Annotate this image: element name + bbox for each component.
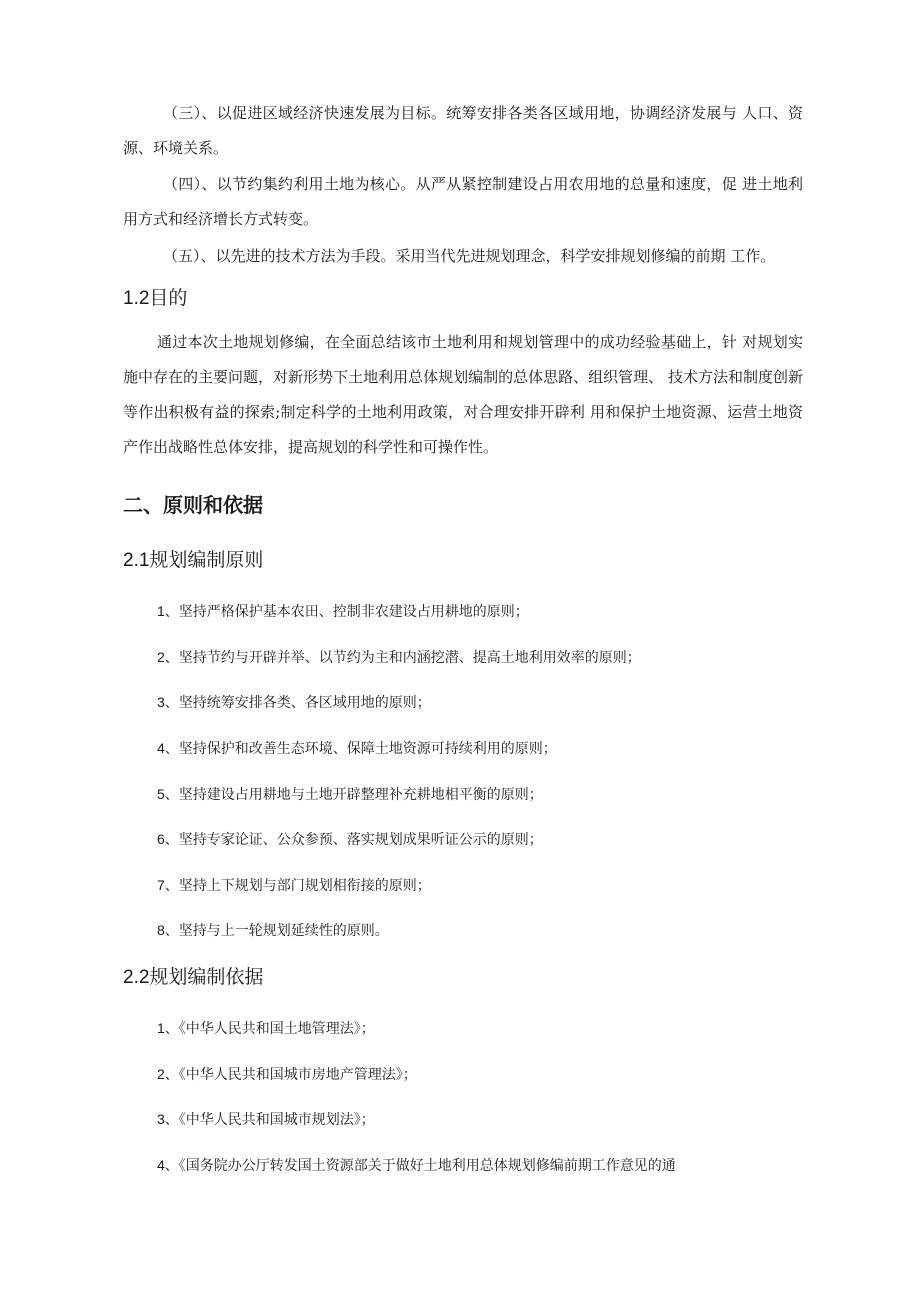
item-text: 、《中华人民共和国土地管理法》；	[164, 1021, 375, 1037]
section-heading-2-1: 2.1规划编制原则	[123, 550, 264, 571]
list-item	[157, 647, 797, 668]
section-heading-2-2: 2.2规划编制依据	[123, 967, 264, 988]
item-number: 7	[157, 877, 165, 893]
item-text: 、坚持保护和改善生态环境、保障土地资源可持续利用的原则；	[164, 741, 557, 757]
list-item	[157, 784, 797, 805]
purpose-paragraph: 通过本次土地规划修编，在全面总结该市土地利用和规划管理中的成功经验基础上，针 对规划实施中存在的主要问题，对新形势下土地利用总体规划编制的总体思路、组织管理、 技术方法和制度创新等作出积极有益的探索;制定科学的土地利用政策，对合理安排开辟利 用和保护土地资源、运营土地资产作出战略性总体安排，提高规划的科学性和可操作性。	[123, 333, 803, 456]
item-text: 、坚持节约与开辟并举、以节约为主和内涵挖潜、提高土地利用效率的原则；	[164, 650, 641, 666]
item-text: 、《中华人民共和国城市规划法》；	[164, 1112, 375, 1128]
list-item	[157, 829, 797, 850]
list-item	[157, 875, 797, 896]
list-item	[157, 692, 797, 713]
item-number: 3	[157, 1111, 165, 1127]
item-number: 1	[157, 603, 165, 619]
item-number: 4	[157, 1157, 165, 1173]
item-number: 6	[157, 831, 165, 847]
item-number: 2	[157, 1066, 165, 1082]
paragraph-five: （五）、以先进的技术方法为手段。采用当代先进规划理念，科学安排规划修编的前期 工作。	[163, 247, 776, 265]
item-number: 4	[157, 740, 165, 756]
chapter-heading-2: 二、原则和依据	[123, 493, 263, 517]
item-text: 、《国务院办公厅转发国土资源部关于做好土地利用总体规划修编前期工作意见的通	[164, 1158, 676, 1174]
item-text: 、坚持严格保护基本农田、控制非农建设占用耕地的原则；	[164, 604, 529, 620]
item-text: 、坚持上下规划与部门规划相衔接的原则；	[164, 878, 431, 894]
paragraph-three: （三）、以促进区域经济快速发展为目标。统筹安排各类各区域用地，协调经济发展与 人口、资源、环境关系。	[123, 104, 803, 157]
item-text: 、坚持统筹安排各类、各区域用地的原则；	[164, 695, 431, 711]
item-number: 8	[157, 922, 165, 938]
list-item	[157, 1155, 797, 1176]
list-item	[157, 1018, 797, 1039]
item-number: 2	[157, 649, 165, 665]
item-text: 、《中华人民共和国城市房地产管理法》；	[164, 1067, 417, 1083]
item-number: 5	[157, 786, 165, 802]
item-number: 3	[157, 694, 165, 710]
list-item	[157, 920, 797, 941]
item-text: 、坚持与上一轮规划延续性的原则。	[164, 923, 389, 939]
list-item	[157, 738, 797, 759]
item-text: 、坚持建设占用耕地与土地开辟整理补充耕地相平衡的原则；	[164, 787, 543, 803]
paragraph-four: （四）、以节约集约利用土地为核心。从严从紧控制建设占用农用地的总量和速度，促 进土地利用方式和经济增长方式转变。	[123, 175, 803, 228]
list-item	[157, 1109, 797, 1130]
list-item	[157, 601, 797, 622]
item-number: 1	[157, 1020, 165, 1036]
item-text: 、坚持专家论证、公众参预、落实规划成果听证公示的原则；	[164, 832, 543, 848]
section-heading-1-2: 1.2目的	[123, 288, 188, 309]
list-item	[157, 1064, 797, 1085]
